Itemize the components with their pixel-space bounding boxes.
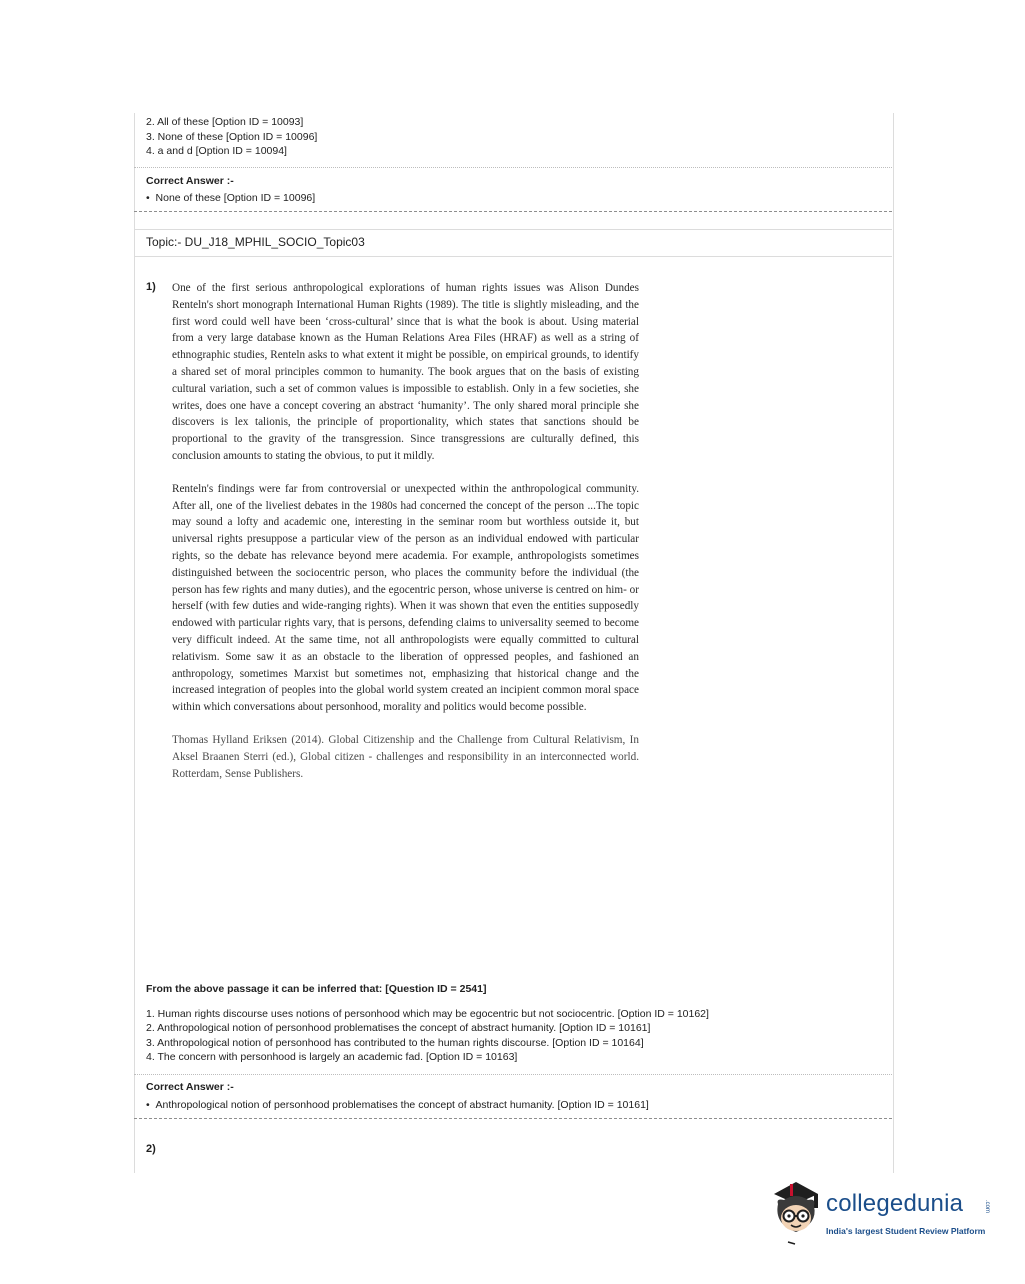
logo-tagline: India's largest Student Review Platform bbox=[826, 1226, 986, 1236]
passage-paragraph-2: Renteln's findings were far from controversial or unexpected within the anthropological community. After all, one of the liveliest debates in the 1980s had concerned the concept of the person ...The topic may sound a lofty and academic one, interesting in the seminar room but worthless outside it, but universal rights presuppose a particular view of the person as an individual endowed with particular rights, so the debate has relevance beyond mere academia. For example, anthropologists sometimes distinguished between the sociocentric person, who places the community before the individual (the person has few rights and many duties), and the egocentric person, whose universe is centred on him- or herself (with few duties and wide-ranging rights). When it was shown that even the entities supposedly endowed with particular rights vary, that is persons, defending claims to universality seemed to become very difficult indeed. At the same time, not all anthropologists were equally committed to cultural relativism. Some saw it as an obstacle to the liberation of oppressed peoples, and fashioned an anthropology, sometimes Marxist but sometimes not, emphasizing that historical change and the increased integration of peoples into the global world system created an incipient common moral space within which conversations about personhood, morality and politics would become possible. bbox=[172, 482, 639, 714]
prev-correct-answer-label: Correct Answer :- bbox=[146, 175, 234, 187]
topic-top-border bbox=[134, 229, 892, 230]
logo-wordmark: collegedunia bbox=[826, 1190, 964, 1217]
logo-suffix: .com bbox=[984, 1200, 990, 1214]
prev-option-4: 4. a and d [Option ID = 10094] bbox=[146, 145, 287, 157]
option-3: 3. Anthropological notion of personhood has contributed to the human rights discourse. [Option ID = 10164] bbox=[146, 1037, 644, 1049]
prev-option-2: 2. All of these [Option ID = 10093] bbox=[146, 116, 304, 128]
option-4: 4. The concern with personhood is largely an academic fad. [Option ID = 10163] bbox=[146, 1051, 518, 1063]
prev-correct-answer-text: None of these [Option ID = 10096] bbox=[155, 192, 316, 204]
option-2: 2. Anthropological notion of personhood problematises the concept of abstract humanity. [Option ID = 10161] bbox=[146, 1022, 651, 1034]
passage-paragraph-1: One of the first serious anthropological explorations of human rights issues was Alison Dundes Renteln's short monograph International Human Rights (1989). The title is slightly misleading, and the first word could well have been ‘cross-cultural’ since that is what the book is about. Using material from a very large database known as the Human Relations Area Files (HRAF) as well as a string of ethnographic studies, Renteln asks to what extent it might be possible, on empirical grounds, to identify a shared set of moral principles common to humanity. The book argues that on the basis of existing cultural variation, such a set of common values is impossible to establish. Only in a few societies, she writes, does one have a concept covering an abstract ‘humanity’. The only shared moral principle she discovers is lex talionis, the principle of proportionality, which states that sanctions should be proportional to the gravity of the transgression. Since transgressions are culturally defined, this conclusion amounts to stating the obvious, to put it mildly. bbox=[172, 282, 639, 462]
correct-answer-label: Correct Answer :- bbox=[146, 1081, 234, 1093]
question-separator bbox=[134, 211, 892, 212]
question-separator bbox=[134, 1118, 892, 1119]
question-number-2: 2) bbox=[146, 1143, 156, 1155]
collegedunia-logo bbox=[768, 1178, 998, 1248]
topic-title: Topic:- DU_J18_MPHIL_SOCIO_Topic03 bbox=[146, 235, 365, 249]
option-1: 1. Human rights discourse uses notions of personhood which may be egocentric but not sociocentric. [Option ID = 10162] bbox=[146, 1008, 709, 1020]
prev-correct-answer: • None of these [Option ID = 10096] bbox=[146, 192, 316, 204]
passage-citation: Thomas Hylland Eriksen (2014). Global Citizenship and the Challenge from Cultural Relativism, In Aksel Braanen Sterri (ed.), Global citizen - challenges and responsibility in an interconnected world. Rotterdam, Sense Publishers. bbox=[172, 733, 639, 780]
topic-bottom-border bbox=[134, 256, 892, 257]
separator bbox=[134, 167, 892, 168]
question-text: From the above passage it can be inferred that: [Question ID = 2541] bbox=[146, 983, 487, 995]
passage bbox=[172, 280, 639, 798]
correct-answer-text: Anthropological notion of personhood problematises the concept of abstract humanity. [Option ID = 10161] bbox=[155, 1099, 649, 1111]
question-number: 1) bbox=[146, 281, 156, 293]
prev-option-3: 3. None of these [Option ID = 10096] bbox=[146, 131, 318, 143]
mascot-icon bbox=[768, 1178, 824, 1248]
separator bbox=[134, 1074, 892, 1075]
correct-answer: • Anthropological notion of personhood problematises the concept of abstract humanity. [Option ID = 10161] bbox=[146, 1099, 649, 1111]
